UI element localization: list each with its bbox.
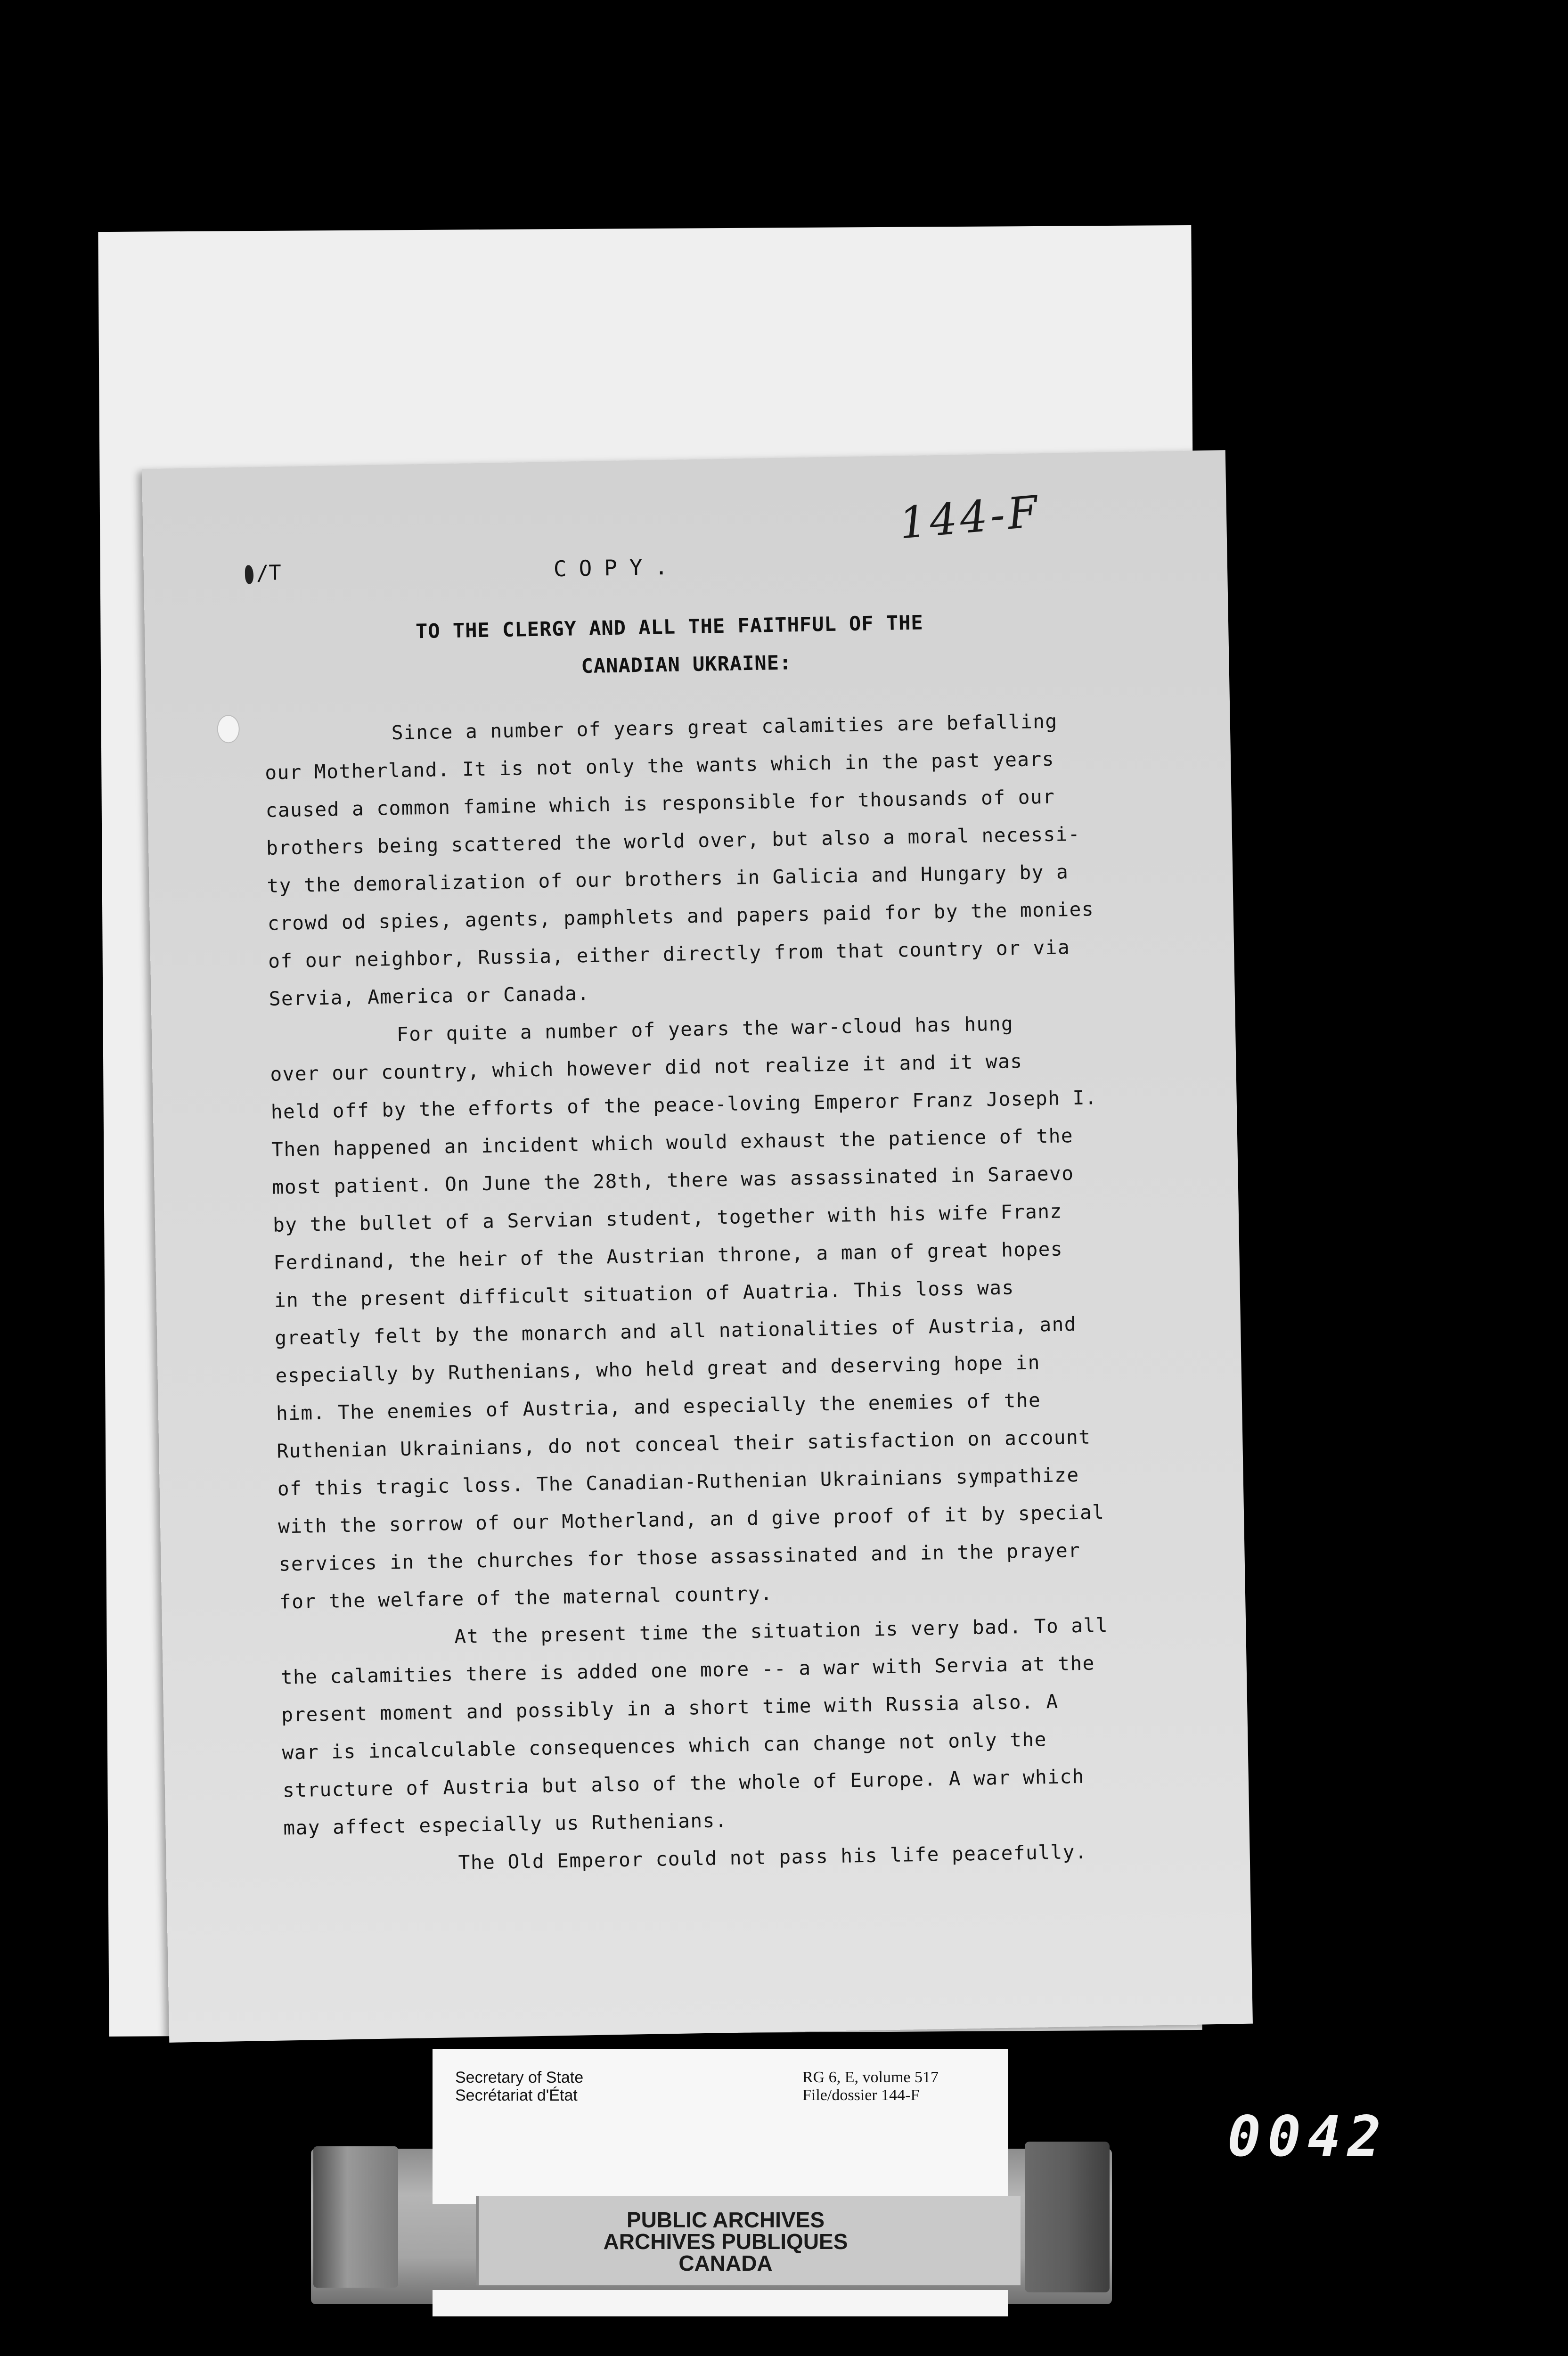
body-line: services in the churches for those assassinated and in the prayer bbox=[278, 1538, 1081, 1576]
body-line: The Old Emperor could not pass his life peacefully. bbox=[458, 1840, 1088, 1874]
body-line: the calamities there is added one more -- a war with Servia at the bbox=[280, 1652, 1095, 1689]
body-line: with the sorrow of our Motherland, an d give proof of it by special bbox=[278, 1501, 1105, 1538]
body-line: At the present time the situation is very bad. To all bbox=[454, 1613, 1109, 1648]
stamp-line-country: CANADA bbox=[678, 2251, 773, 2275]
body-line: of our neighbor, Russia, either directly from that country or via bbox=[268, 936, 1070, 973]
ink-blot-icon bbox=[245, 565, 254, 584]
body-line: structure of Austria but also of the whole of Europe. A war which bbox=[282, 1765, 1085, 1802]
public-archives-stamp bbox=[561, 2209, 890, 2274]
page-mark bbox=[245, 561, 281, 585]
department-french: Secrétariat d'État bbox=[455, 2086, 578, 2104]
record-group: RG 6, E, volume 517 bbox=[802, 2069, 939, 2086]
binder-tab-right bbox=[1025, 2142, 1110, 2292]
body-line: Since a number of years great calamities are befalling bbox=[391, 710, 1058, 744]
body-line: crowd od spies, agents, pamphlets and papers paid for by the monies bbox=[267, 898, 1094, 935]
body-line: Ferdinand, the heir of the Austrian throne, a man of great hopes bbox=[273, 1237, 1063, 1274]
archive-reference bbox=[802, 2069, 939, 2104]
archive-department bbox=[455, 2069, 583, 2104]
binder-tab-left bbox=[313, 2146, 398, 2288]
body-line: caused a common famine which is responsible for thousands of our bbox=[265, 785, 1055, 822]
body-line: war is incalculable consequences which can change not only the bbox=[282, 1728, 1047, 1764]
body-line: especially by Ruthenians, who held great and deserving hope in bbox=[275, 1351, 1041, 1387]
body-line: For quite a number of years the war-cloud has hung bbox=[396, 1012, 1014, 1046]
letter-page bbox=[142, 450, 1253, 2043]
body-line: present moment and possibly in a short time with Russia also. A bbox=[281, 1690, 1059, 1726]
copy-heading: COPY. bbox=[553, 554, 680, 582]
file-dossier: File/dossier 144-F bbox=[802, 2086, 920, 2104]
archive-label bbox=[433, 2049, 1008, 2204]
handwritten-file-number: 144-F bbox=[897, 486, 1043, 549]
body-line: most patient. On June the 28th, there was assassinated in Saraevo bbox=[272, 1162, 1074, 1199]
punch-hole bbox=[217, 715, 240, 744]
body-line: our Motherland. It is not only the wants which in the past years bbox=[264, 747, 1055, 784]
body-line: Servia, America or Canada. bbox=[269, 982, 590, 1010]
body-line: by the bullet of a Servian student, together with his wife Franz bbox=[272, 1200, 1063, 1236]
stamp-line-french: ARCHIVES PUBLIQUES bbox=[603, 2229, 848, 2254]
body-line: of this tragic loss. The Canadian-Ruthenian Ukrainians sympathize bbox=[277, 1463, 1079, 1500]
address-line: CANADIAN UKRAINE: bbox=[581, 651, 792, 678]
department-english: Secretary of State bbox=[455, 2069, 584, 2086]
body-line: for the welfare of the maternal country. bbox=[279, 1582, 773, 1613]
body-line: brothers being scattered the world over, but also a moral necessi- bbox=[266, 822, 1081, 859]
body-line: Ruthenian Ukrainians, do not conceal their satisfaction on account bbox=[277, 1425, 1091, 1463]
page-mark-text: /T bbox=[256, 561, 282, 586]
body-line: greatly felt by the monarch and all nationalities of Austria, and bbox=[274, 1312, 1077, 1350]
body-line: over our country, which however did not realize it and it was bbox=[270, 1049, 1023, 1086]
body-line: Then happened an incident which would exhaust the patience of the bbox=[271, 1124, 1074, 1161]
address-line: TO THE CLERGY AND ALL THE FAITHFUL OF THE bbox=[415, 611, 924, 643]
label-bottom-edge bbox=[433, 2290, 1008, 2316]
body-line: may affect especially us Ruthenians. bbox=[283, 1809, 728, 1840]
microfilm-frame-number: 0042 bbox=[1227, 2104, 1388, 2169]
body-line: in the present difficult situation of Auatria. This loss was bbox=[274, 1276, 1015, 1312]
body-line: held off by the efforts of the peace-loving Emperor Franz Joseph I. bbox=[270, 1086, 1098, 1123]
body-line: him. The enemies of Austria, and especially the enemies of the bbox=[276, 1389, 1041, 1425]
stamp-line-english: PUBLIC ARCHIVES bbox=[627, 2208, 825, 2232]
body-line: ty the demoralization of our brothers in Galicia and Hungary by a bbox=[267, 860, 1069, 897]
